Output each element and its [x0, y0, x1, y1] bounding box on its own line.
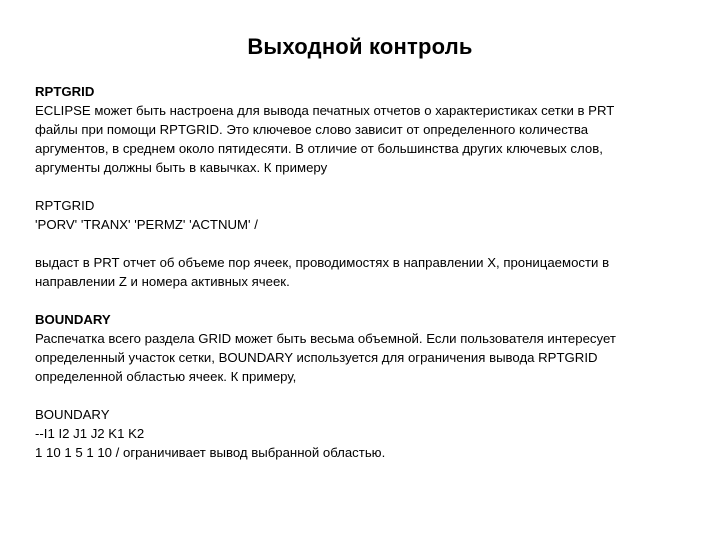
boundary-section [35, 310, 680, 386]
slide-title: Выходной контроль [247, 34, 473, 59]
boundary-example-line: BOUNDARY [35, 407, 110, 422]
rptgrid-result-line: выдаст в PRT отчет об объеме пор ячеек, проводимостях в направлении X, проницаемости в [35, 255, 610, 270]
rptgrid-desc-line: файлы при помощи RPTGRID. Это ключевое слово зависит от определенного количества [35, 122, 589, 137]
slide-content [35, 82, 680, 462]
rptgrid-example [35, 196, 680, 234]
spacer [35, 177, 680, 196]
rptgrid-desc-line: ECLIPSE может быть настроена для вывода печатных отчетов о характеристиках сетки в PRT [35, 103, 615, 118]
boundary-example-line: --I1 I2 J1 J2 K1 K2 [35, 426, 145, 441]
spacer [35, 234, 680, 253]
rptgrid-result [35, 253, 680, 291]
rptgrid-heading: RPTGRID [35, 84, 95, 99]
boundary-desc-line: определенный участок сетки, BOUNDARY используется для ограничения вывода RPTGRID [35, 350, 598, 365]
boundary-heading: BOUNDARY [35, 312, 111, 327]
spacer [35, 291, 680, 310]
rptgrid-result-line: направлении Z и номера активных ячеек. [35, 274, 290, 289]
boundary-example-line: 1 10 1 5 1 10 / ограничивает вывод выбранной областью. [35, 445, 386, 460]
rptgrid-desc-line: аргументы должны быть в кавычках. К примеру [35, 160, 328, 175]
rptgrid-example-line: RPTGRID [35, 198, 95, 213]
rptgrid-desc-line: аргументов, в среднем около пятидесяти. В отличие от большинства других ключевых слов, [35, 141, 603, 156]
boundary-example [35, 405, 680, 462]
spacer [35, 386, 680, 405]
boundary-desc-line: Распечатка всего раздела GRID может быть весьма объемной. Если пользователя интересует [35, 331, 616, 346]
rptgrid-section [35, 82, 680, 177]
boundary-desc-line: определенной областью ячеек. К примеру, [35, 369, 297, 384]
rptgrid-example-line: 'PORV' 'TRANX' 'PERMZ' 'ACTNUM' / [35, 217, 258, 232]
